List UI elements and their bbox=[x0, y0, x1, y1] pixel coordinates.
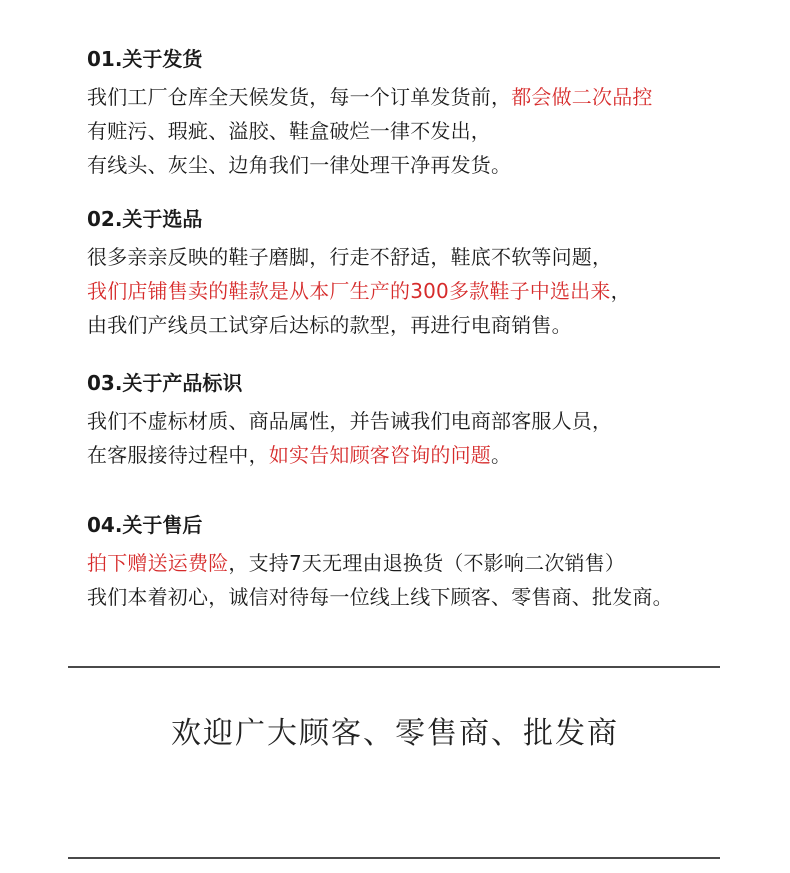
highlight-text: 我们店铺售卖的鞋款是从本厂生产的300多款鞋子中选出来 bbox=[87, 279, 611, 303]
text-run: 在客服接待过程中， bbox=[87, 443, 269, 467]
section-shipping bbox=[87, 46, 770, 182]
section-title: 03.关于产品标识 bbox=[87, 371, 243, 395]
welcome-banner: 欢迎广大顾客、零售商、批发商 bbox=[171, 716, 619, 751]
text-run: 有赃污、瑕疵、溢胶、鞋盒破烂一律不发出， bbox=[87, 119, 491, 143]
section-title: 01.关于发货 bbox=[87, 47, 203, 71]
divider-bottom bbox=[68, 857, 720, 859]
text-run: 我们本着初心，诚信对待每一位线上线下顾客、零售商、批发商。 bbox=[87, 585, 673, 609]
text-run: 由我们产线员工试穿后达标的款型，再进行电商销售。 bbox=[87, 313, 572, 337]
section-line bbox=[87, 404, 770, 438]
divider-top bbox=[68, 666, 720, 668]
text-run: 。 bbox=[491, 443, 512, 467]
section-line bbox=[87, 546, 770, 580]
text-run: 我们不虚标材质、商品属性，并告诫我们电商部客服人员， bbox=[87, 409, 613, 433]
section-line bbox=[87, 438, 770, 472]
section-line bbox=[87, 580, 770, 614]
section-line bbox=[87, 308, 770, 342]
section-product-selection bbox=[87, 206, 770, 342]
section-line bbox=[87, 114, 770, 148]
section-title: 04.关于售后 bbox=[87, 513, 203, 537]
text-run: ， bbox=[610, 279, 631, 303]
section-line bbox=[87, 148, 770, 182]
section-line bbox=[87, 80, 770, 114]
section-line bbox=[87, 274, 770, 308]
text-run: 我们工厂仓库全天候发货，每一个订单发货前， bbox=[87, 85, 512, 109]
section-product-labeling bbox=[87, 370, 770, 472]
text-run: 很多亲亲反映的鞋子磨脚，行走不舒适，鞋底不软等问题， bbox=[87, 245, 613, 269]
section-after-sales bbox=[87, 512, 770, 614]
highlight-text: 如实告知顾客咨询的问题 bbox=[268, 443, 492, 467]
text-run: ，支持7天无理由退换货（不影响二次销售） bbox=[228, 551, 626, 575]
text-run: 有线头、灰尘、边角我们一律处理干净再发货。 bbox=[87, 153, 512, 177]
section-line bbox=[87, 240, 770, 274]
highlight-text: 拍下赠送运费险 bbox=[87, 551, 229, 575]
section-title: 02.关于选品 bbox=[87, 207, 203, 231]
highlight-text: 都会做二次品控 bbox=[511, 85, 653, 109]
